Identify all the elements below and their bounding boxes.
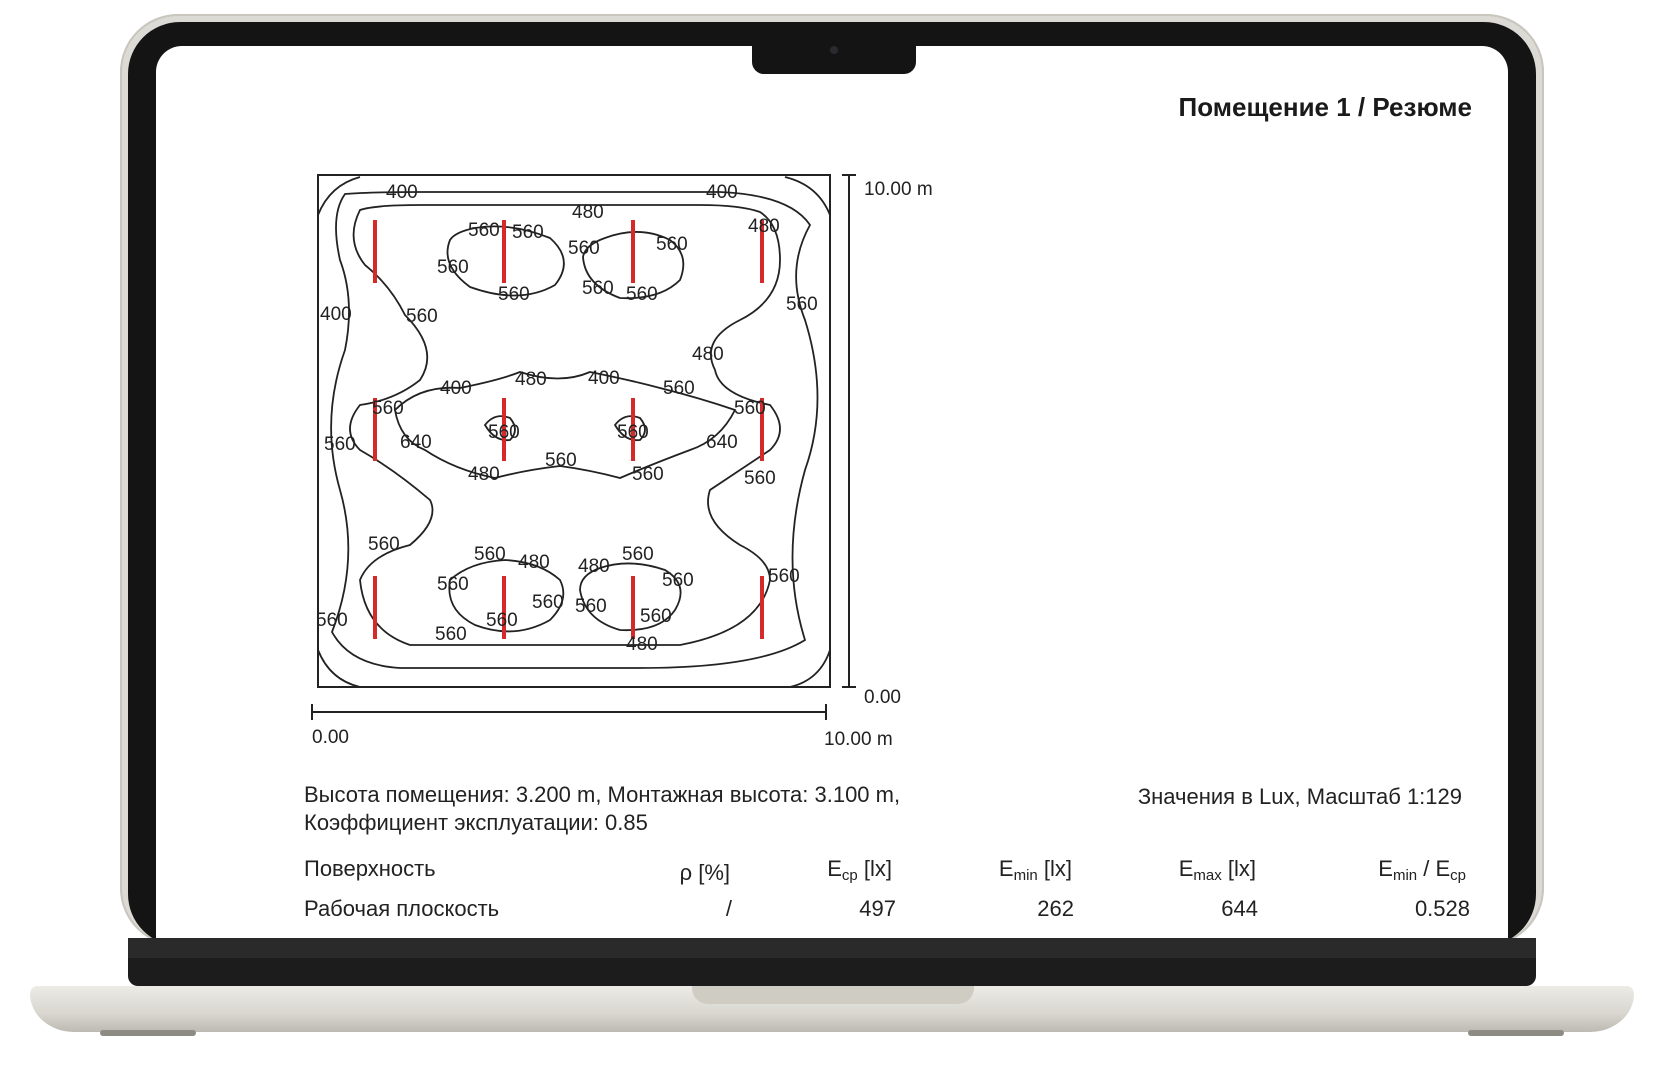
- row-ratio: 0.528: [1414, 896, 1470, 921]
- col-surface-header: Поверхность: [304, 856, 436, 881]
- contour-label: 560: [622, 544, 654, 565]
- col-ratio-header: $E_{min} / E_{cp}$: [1378, 856, 1466, 884]
- col-e-min-header: $E_{min}$ [lx]: [998, 856, 1072, 884]
- room-height-info: Высота помещения: 3.200 m, Монтажная высота: 3.100 m,: [304, 782, 901, 807]
- contour-label: 560: [512, 222, 544, 243]
- horizontal-scale-bar: [312, 704, 826, 720]
- vertical-scale-bar: [842, 175, 856, 687]
- page-title: Помещение 1 / Резюме: [1178, 92, 1472, 122]
- contour-label: 560: [575, 596, 607, 617]
- col-e-avg-header: $E_{ср}$ [lx]: [827, 856, 892, 884]
- y-axis-top-label: 10.00 m: [864, 179, 933, 200]
- luminaires: [375, 220, 762, 639]
- col-e-max-header: $E_{max}$ [lx]: [1178, 856, 1256, 884]
- contour-label: 560: [640, 606, 672, 627]
- row-e-max: 644: [1221, 896, 1258, 921]
- contour-label: 480: [578, 556, 610, 577]
- contour-label: 400: [588, 368, 620, 389]
- maintenance-factor-info: Коэффициент эксплуатации: 0.85: [304, 810, 648, 835]
- contour-label: 560: [786, 294, 818, 315]
- contour-label: 560: [656, 234, 688, 255]
- contour-label: 640: [400, 432, 432, 453]
- col-rho-header: ρ [%]: [679, 860, 730, 885]
- contour-label: 560: [486, 610, 518, 631]
- contour-label: 400: [706, 182, 738, 203]
- contour-label: 560: [768, 566, 800, 587]
- y-axis-bottom-label: 0.00: [864, 687, 901, 708]
- contour-label: 400: [320, 304, 352, 325]
- contour-label: 560: [474, 544, 506, 565]
- contour-label: 560: [617, 422, 649, 443]
- contour-label: 560: [626, 284, 658, 305]
- contour-label: 480: [515, 369, 547, 390]
- contour-label: 560: [372, 398, 404, 419]
- x-axis-right-label: 10.00 m: [824, 729, 893, 750]
- contour-label: 560: [324, 434, 356, 455]
- contour-label: 560: [368, 534, 400, 555]
- contour-label: 560: [488, 422, 520, 443]
- camera-notch: [752, 40, 916, 74]
- contour-label: 640: [706, 432, 738, 453]
- contour-label: 560: [532, 592, 564, 613]
- contour-label: 560: [406, 306, 438, 327]
- contour-label: 560: [632, 464, 664, 485]
- contour-label: 560: [468, 220, 500, 241]
- contour-labels: [316, 182, 818, 655]
- row-e-min: 262: [1037, 896, 1074, 921]
- contour-label: 480: [572, 202, 604, 223]
- contour-label: 560: [437, 574, 469, 595]
- row-surface: Рабочая плоскость: [304, 896, 500, 921]
- contour-label: 480: [626, 634, 658, 655]
- contour-label: 480: [518, 552, 550, 573]
- x-axis-left-label: 0.00: [312, 727, 349, 748]
- contour-label: 560: [663, 378, 695, 399]
- contour-label: 480: [748, 216, 780, 237]
- contour-label: 560: [498, 284, 530, 305]
- contour-label: 560: [316, 610, 348, 631]
- contour-label: 560: [744, 468, 776, 489]
- contour-label: 400: [440, 378, 472, 399]
- contour-label: 480: [468, 464, 500, 485]
- contour-480: [350, 205, 780, 645]
- contour-label: 560: [582, 278, 614, 299]
- row-e-avg: 497: [859, 896, 896, 921]
- camera-icon: [830, 46, 838, 54]
- contour-label: 560: [435, 624, 467, 645]
- contour-label: 560: [734, 398, 766, 419]
- contour-label: 400: [386, 182, 418, 203]
- contour-400-corner-br: [790, 650, 830, 687]
- contour-label: 560: [545, 450, 577, 471]
- row-rho: /: [725, 896, 732, 921]
- contour-label: 560: [568, 238, 600, 259]
- contour-label: 560: [437, 257, 469, 278]
- units-scale-info: Значения в Lux, Масштаб 1:129: [1137, 784, 1462, 809]
- contour-label: 560: [662, 570, 694, 591]
- contour-label: 480: [692, 344, 724, 365]
